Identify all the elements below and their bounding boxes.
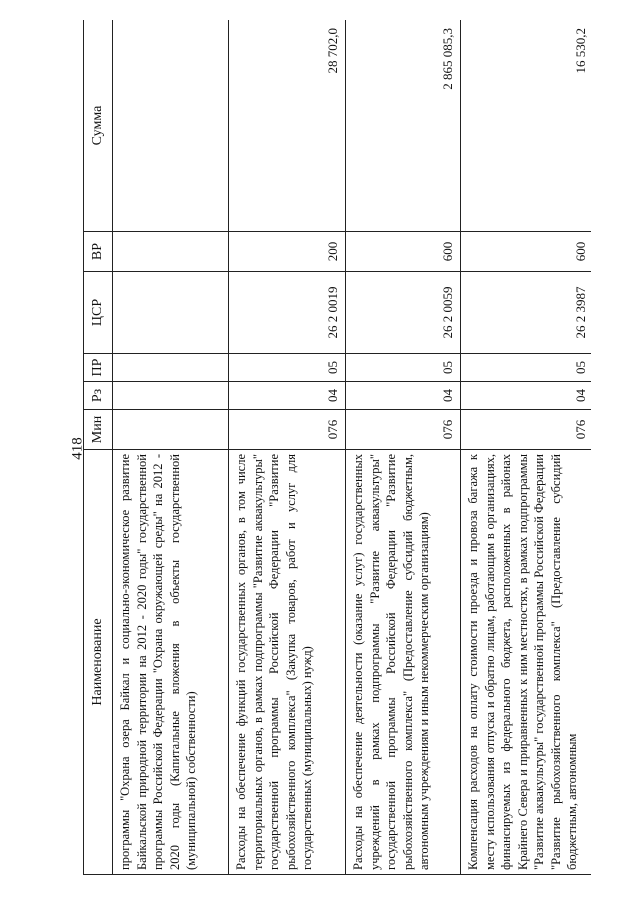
header-rz: Рз xyxy=(84,382,113,410)
row-rz: 04 xyxy=(346,382,461,410)
row-vr: 200 xyxy=(229,232,346,272)
row-min: 076 xyxy=(229,410,346,450)
row-csr: 26 2 0059 xyxy=(346,272,461,354)
row-csr: 26 2 3987 xyxy=(461,272,592,354)
table-row xyxy=(461,20,592,875)
row-min: 076 xyxy=(346,410,461,450)
page-number: 418 xyxy=(69,437,86,460)
header-name: Наименование xyxy=(84,450,113,875)
header-csr: ЦСР xyxy=(84,272,113,354)
row-pr: 05 xyxy=(229,354,346,382)
row-csr: 26 2 0019 xyxy=(229,272,346,354)
row-csr xyxy=(113,272,229,354)
row-pr: 05 xyxy=(461,354,592,382)
row-min: 076 xyxy=(461,410,592,450)
row-sum: 2 865 085,3 xyxy=(346,20,461,232)
row-sum: 28 702,0 xyxy=(229,20,346,232)
table-row xyxy=(229,20,346,875)
table-row xyxy=(113,20,229,875)
row-sum xyxy=(113,20,229,232)
table-row xyxy=(346,20,461,875)
header-pr: ПР xyxy=(84,354,113,382)
row-pr: 05 xyxy=(346,354,461,382)
row-name: Расходы на обеспечение деятельности (оказание услуг) государственных учреждений в рамках подпрограммы "Развитие аквакультуры" государственной программы Российской Федерации "Развитие рыбохозяйственного комплекса" (Предоставление субсидий бюджетным, автономным учреждениям и иным некоммерческим организациям) xyxy=(346,450,461,875)
row-name: Компенсация расходов на оплату стоимости проезда и провоза багажа к месту использования отпуска и обратно лицам, работающим в организациях, финансируемых из федерального бюджета, расположенных в районах Крайнего Севера и приравненных к ним местностях, в рамках подпрограммы "Развитие аквакультуры" государственной программы Российской Федерации "Развитие рыбохозяйственного комплекса" (Предоставление субсидий бюджетным, автономным xyxy=(461,450,592,875)
row-rz xyxy=(113,382,229,410)
header-sum: Сумма xyxy=(84,20,113,232)
row-min xyxy=(113,410,229,450)
row-name: Расходы на обеспечение функций государственных органов, в том числе территориальных органов, в рамках подпрограммы "Развитие аквакультуры" государственной программы Российской Федерации "Развитие рыбохозяйственного комплекса" (Закупка товаров, работ и услуг для государственных (муниципальных) нужд) xyxy=(229,450,346,875)
row-pr xyxy=(113,354,229,382)
header-vr: ВР xyxy=(84,232,113,272)
budget-table-rotated xyxy=(83,20,591,875)
row-rz: 04 xyxy=(461,382,592,410)
row-name: программы "Охрана озера Байкал и социально-экономическое развитие Байкальской природной территории на 2012 - 2020 годы" государственной программы Российской Федерации "Охрана окружающей среды" на 2012 - 2020 годы (Капитальные вложения в объекты государственной (муниципальной) собственности) xyxy=(113,450,229,875)
header-min: Мин xyxy=(84,410,113,450)
header-row xyxy=(84,20,113,875)
row-vr: 600 xyxy=(461,232,592,272)
row-vr xyxy=(113,232,229,272)
budget-table-container xyxy=(83,20,591,875)
row-vr: 600 xyxy=(346,232,461,272)
row-rz: 04 xyxy=(229,382,346,410)
row-sum: 16 530,2 xyxy=(461,20,592,232)
budget-table xyxy=(83,20,591,875)
